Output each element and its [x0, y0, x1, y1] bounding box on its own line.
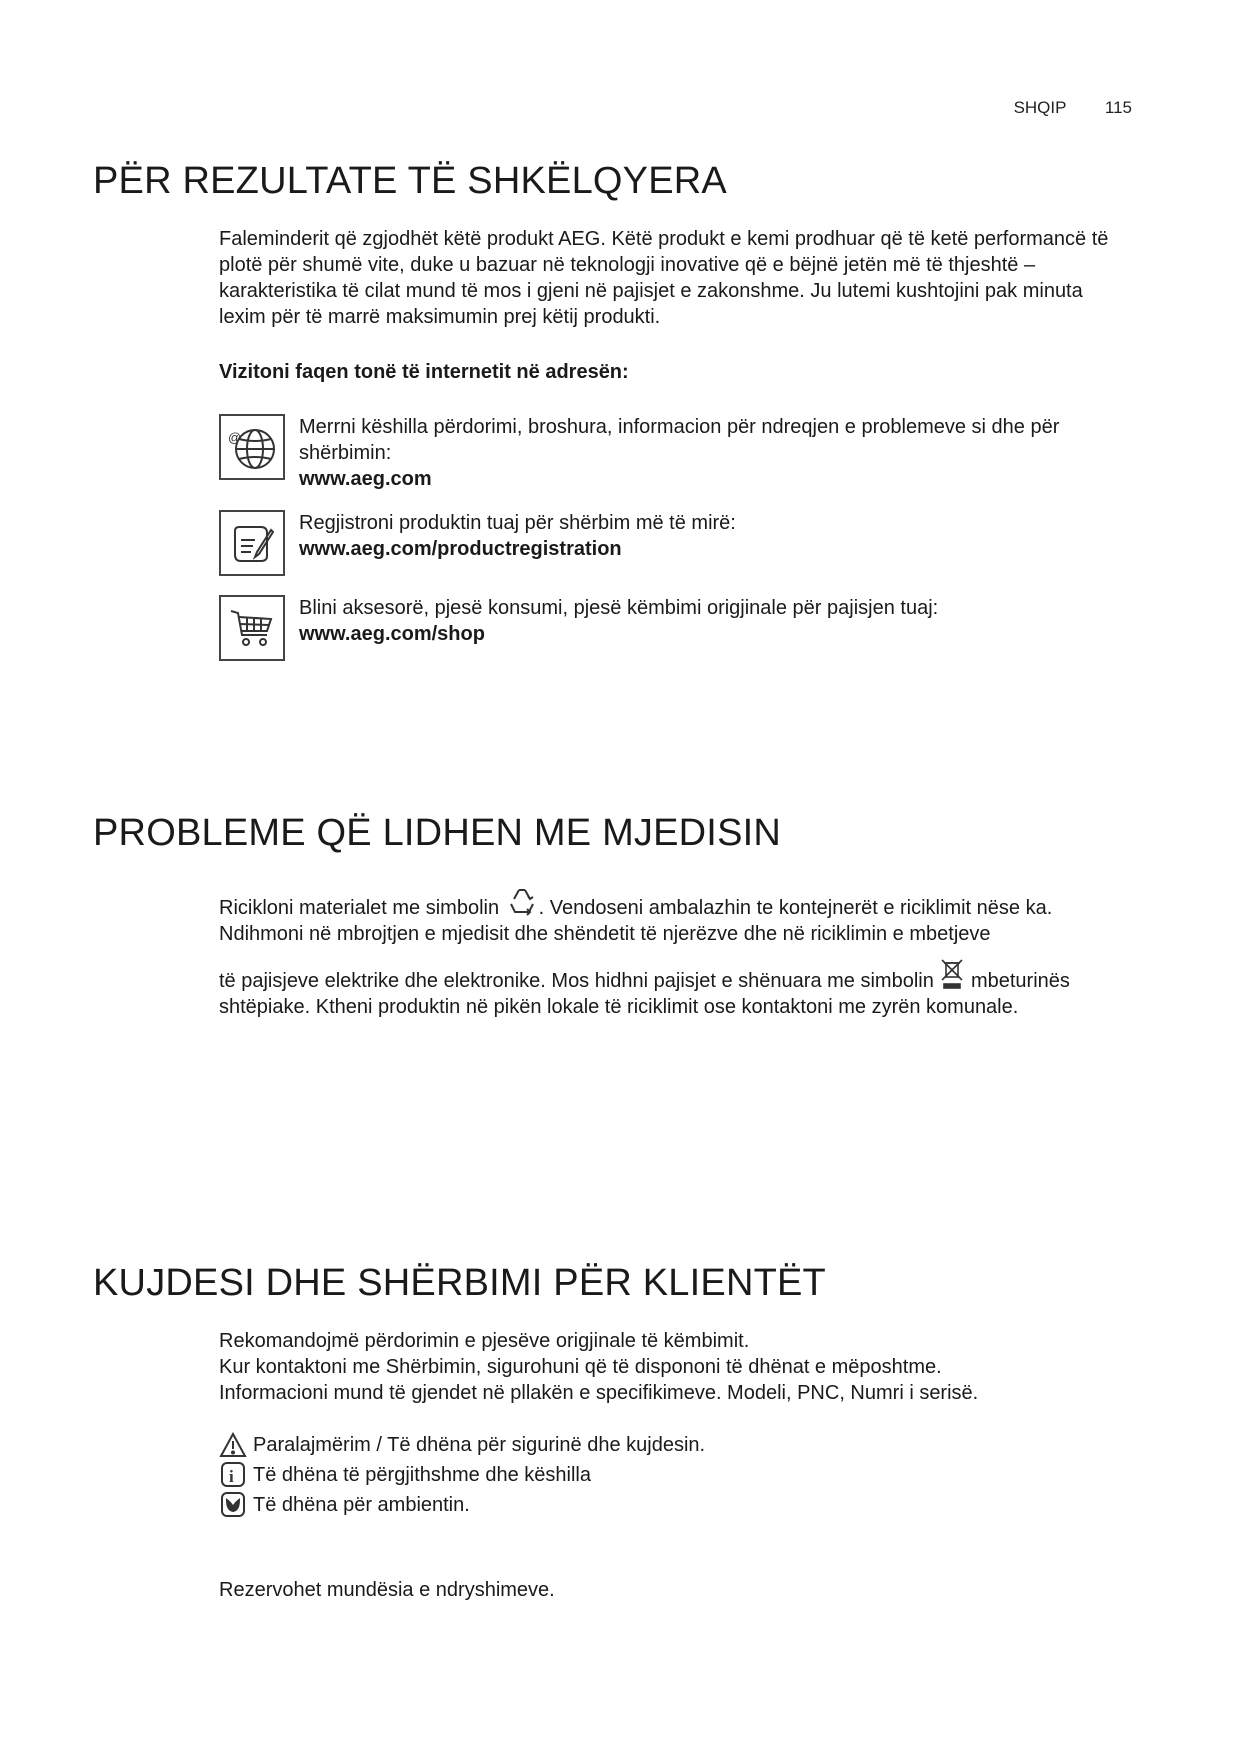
section-title-environment: PROBLEME QË LIDHEN ME MJEDISIN	[93, 812, 782, 854]
environment-block	[219, 884, 1129, 1020]
language-label: SHQIP	[1013, 98, 1067, 117]
weee-text-after: mbeturinës shtëpiake. Ktheni produktin në pikën lokale të riciklimit ose kontaktoni me zyrën komunale.	[219, 970, 1070, 1018]
customer-care-block	[219, 1328, 1129, 1406]
registration-link-description: Regjistroni produktin tuaj për shërbim më të mirë:	[299, 512, 736, 534]
visit-heading: Vizitoni faqen tonë të internetit në adresën:	[219, 361, 629, 383]
page-number: 115	[1104, 98, 1132, 117]
legend-warning	[219, 1430, 1129, 1460]
shop-link-url[interactable]: www.aeg.com/shop	[299, 623, 485, 645]
footer-note: Rezervohet mundësia e ndryshimeve.	[219, 1579, 555, 1601]
symbol-legend	[219, 1430, 1129, 1520]
shopping-cart-icon	[219, 595, 285, 661]
legend-environment-text: Të dhëna për ambientin.	[253, 1494, 470, 1516]
weee-text-before: të pajisjeve elektrike dhe elektronike. Mos hidhni pajisjet e shënuara me simbolin	[219, 970, 934, 992]
environment-leaf-icon	[219, 1492, 247, 1518]
recycle-icon	[505, 884, 539, 918]
legend-info	[219, 1460, 1129, 1490]
visit-heading-block	[219, 359, 1129, 385]
care-line-2: Kur kontaktoni me Shërbimin, sigurohuni që të dispononi të dhënat e mëposhtme.	[219, 1356, 942, 1378]
svg-text:i: i	[229, 1467, 234, 1486]
recycle-text-after: . Vendoseni ambalazhin te kontejnerët e riciklimit nëse ka.	[538, 897, 1053, 919]
globe-web-icon	[219, 414, 285, 480]
recycle-paragraph	[219, 884, 1129, 921]
section-title-results: PËR REZULTATE TË SHKËLQYERA	[93, 160, 727, 202]
legend-environment	[219, 1490, 1129, 1520]
page-header	[1014, 98, 1132, 118]
shop-link-description: Blini aksesorë, pjesë konsumi, pjesë këmbimi origjinale për pajisjen tuaj:	[299, 597, 939, 619]
warning-triangle-icon	[219, 1432, 247, 1458]
footer-note-block	[219, 1577, 1129, 1603]
section-title-customer-care: KUJDESI DHE SHËRBIMI PËR KLIENTËT	[93, 1262, 826, 1304]
info-icon	[219, 1462, 247, 1488]
recycle-text-before: Ricikloni materialet me simbolin	[219, 897, 500, 919]
intro-paragraph: Faleminderit që zgjodhët këtë produkt AEG. Këtë produkt e kemi prodhuar që të ketë performancë të plotë për shumë vite, duke u bazuar në teknologji inovative që e bëjnë jetën më të thjeshtë – karakteristika të cilat mund të mos i gjeni në pajisjet e zakonshme. Ju lutemi kushtojini pak minuta lexim për të marrë maksimumin prej këtij produkti.	[219, 228, 1109, 328]
legend-warning-text: Paralajmërim / Të dhëna për sigurinë dhe kujdesin.	[253, 1434, 706, 1456]
care-line-1: Rekomandojmë përdorimin e pjesëve origjinale të këmbimit.	[219, 1330, 750, 1352]
registration-form-icon	[219, 510, 285, 576]
link-row-support	[219, 414, 1129, 492]
link-row-shop	[219, 595, 1129, 661]
link-row-registration	[219, 510, 1129, 576]
crossed-bin-icon	[939, 957, 965, 991]
support-link-description: Merrni këshilla përdorimi, broshura, informacion për ndreqjen e problemeve si dhe për shërbimin:	[299, 416, 1060, 464]
weee-paragraph	[219, 957, 1129, 1020]
legend-info-text: Të dhëna të përgjithshme dhe këshilla	[253, 1464, 591, 1486]
support-link-url[interactable]: www.aeg.com	[299, 468, 432, 490]
svg-text:@: @	[228, 430, 242, 445]
weee-line1: Ndihmoni në mbrojtjen e mjedisit dhe shëndetit të njerëzve dhe në riciklimin e mbetjeve	[219, 923, 991, 945]
intro-paragraph-block	[219, 226, 1129, 330]
care-line-3: Informacioni mund të gjendet në pllakën e specifikimeve. Modeli, PNC, Numri i serisë.	[219, 1382, 979, 1404]
registration-link-url[interactable]: www.aeg.com/productregistration	[299, 538, 622, 560]
